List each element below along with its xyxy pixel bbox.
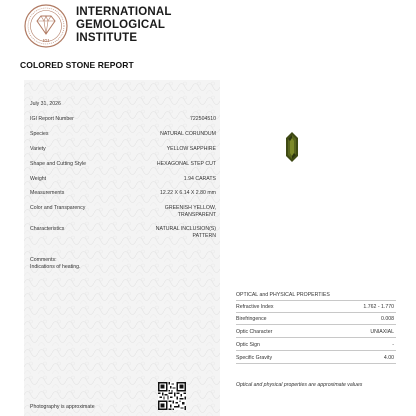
field-value-shape: HEXAGONAL STEP CUT: [156, 161, 216, 167]
prop-value-birefringence: 0.008: [381, 316, 394, 322]
prop-value-optic-character: UNIAXIAL: [370, 329, 394, 335]
prop-label-optic-sign: Optic Sign: [236, 342, 260, 348]
prop-label-optic-character: Optic Character: [236, 329, 273, 335]
field-value-color-line1: GREENISH YELLOW,: [164, 205, 216, 211]
properties-divider: [236, 300, 396, 301]
qr-code[interactable]: [158, 382, 186, 410]
photo-panel: [222, 80, 416, 416]
field-label-characteristics: Characteristics: [30, 226, 65, 232]
prop-value-specific-gravity: 4.00: [383, 355, 394, 361]
comments-label: Comments:: [30, 257, 57, 263]
field-value-variety: YELLOW SAPPHIRE: [166, 146, 216, 152]
igi-logo-seal: [24, 4, 68, 48]
properties-divider: [236, 312, 396, 313]
comments-text: Indications of heating.: [30, 264, 81, 270]
properties-divider: [236, 337, 396, 338]
report-title: COLORED STONE REPORT: [20, 60, 134, 70]
field-label-report-number: IGI Report Number: [30, 116, 74, 122]
org-name-line3: INSTITUTE: [76, 32, 138, 44]
field-label-measurements: Measurements: [30, 190, 65, 196]
svg-text:IGI: IGI: [42, 38, 50, 43]
properties-divider: [236, 350, 396, 351]
prop-label-specific-gravity: Specific Gravity: [236, 355, 273, 361]
gemstone-image: [285, 132, 299, 162]
properties-note: Optical and physical properties are approximate values: [236, 382, 363, 388]
org-name-line2: GEMOLOGICAL: [76, 19, 166, 31]
field-label-color: Color and Transparency: [30, 205, 86, 211]
field-value-weight: 1.94 CARATS: [183, 176, 216, 182]
field-value-report-number: 722504510: [190, 116, 216, 122]
photography-note: Photography is approximate: [30, 404, 95, 410]
field-label-weight: Weight: [30, 176, 47, 182]
report-date: July 31, 2026: [30, 101, 61, 107]
field-value-measurements: 12.22 X 6.14 X 2.80 mm: [160, 190, 216, 196]
field-label-variety: Variety: [30, 146, 46, 152]
properties-divider: [236, 324, 396, 325]
properties-divider: [236, 363, 396, 364]
field-label-species: Species: [30, 131, 49, 137]
field-label-shape: Shape and Cutting Style: [30, 161, 86, 167]
field-value-species: NATURAL CORUNDUM: [160, 131, 216, 137]
prop-value-optic-sign: -: [392, 342, 394, 348]
org-name-line1: INTERNATIONAL: [76, 6, 172, 18]
prop-value-refractive-index: 1.762 - 1.770: [363, 304, 394, 310]
field-value-color-line2: TRANSPARENT: [177, 212, 216, 218]
prop-label-birefringence: Birefringence: [236, 316, 267, 322]
field-value-characteristics-line1: NATURAL INCLUSION(S): [155, 226, 216, 232]
properties-title: OPTICAL and PHYSICAL PROPERTIES: [236, 292, 330, 298]
field-value-characteristics-line2: PATTERN: [192, 233, 216, 239]
prop-label-refractive-index: Refractive Index: [236, 304, 274, 310]
